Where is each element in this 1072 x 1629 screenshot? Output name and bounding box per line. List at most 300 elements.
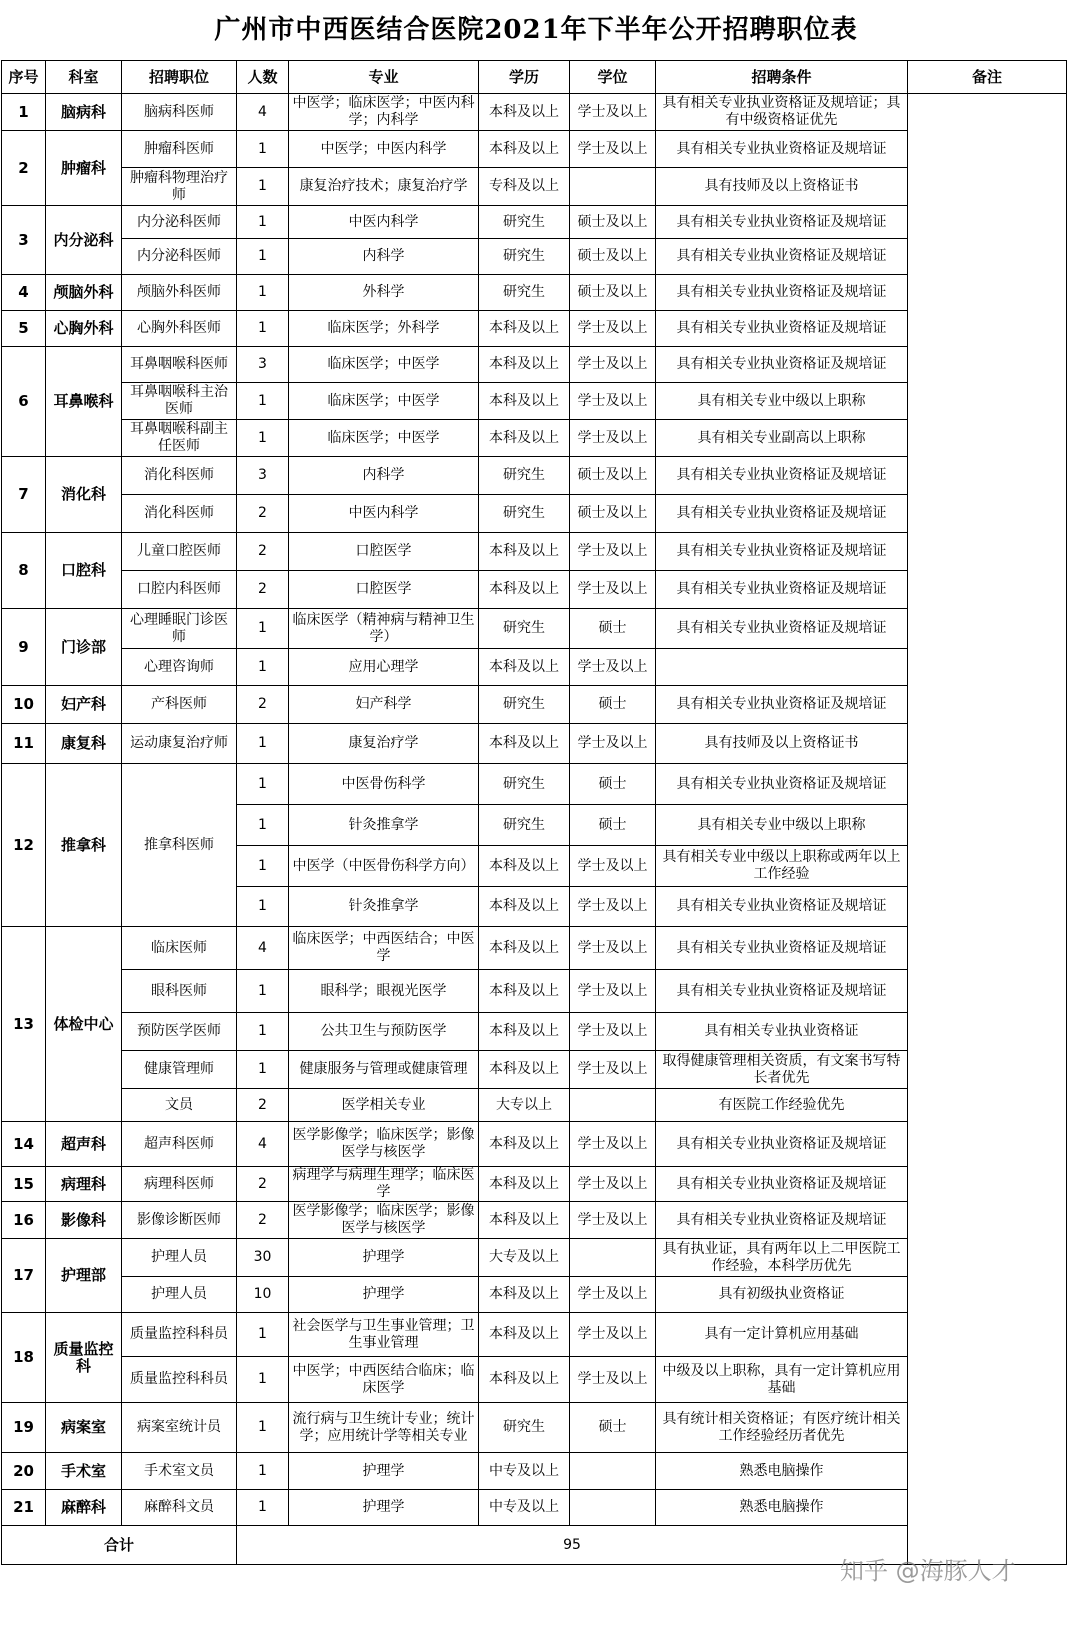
education: 研究生 (479, 764, 570, 805)
requirements: 具有相关专业执业资格证及规培证 (656, 686, 908, 724)
degree: 学士及以上 (570, 571, 656, 609)
row-number: 6 (2, 347, 46, 457)
degree: 学士及以上 (570, 1277, 656, 1313)
education: 本科及以上 (479, 571, 570, 609)
education: 研究生 (479, 206, 570, 239)
headcount: 1 (237, 609, 289, 649)
degree: 学士及以上 (570, 383, 656, 420)
row-number: 17 (2, 1239, 46, 1313)
department: 心胸外科 (46, 311, 122, 347)
degree (570, 168, 656, 206)
table-row (2, 1051, 1067, 1089)
table-row (2, 764, 1067, 805)
requirements: 具有相关专业执业资格证及规培证 (656, 131, 908, 168)
position: 产科医师 (122, 686, 237, 724)
headcount: 1 (237, 970, 289, 1013)
headcount: 2 (237, 1089, 289, 1122)
education: 研究生 (479, 1403, 570, 1453)
education: 大专及以上 (479, 1239, 570, 1277)
headcount: 1 (237, 1313, 289, 1357)
major: 护理学 (289, 1453, 479, 1490)
education: 本科及以上 (479, 1357, 570, 1403)
degree: 硕士 (570, 609, 656, 649)
position: 影像诊断医师 (122, 1202, 237, 1239)
requirements: 具有相关专业执业资格证及规培证 (656, 1167, 908, 1202)
table-row (2, 1122, 1067, 1167)
headcount: 1 (237, 168, 289, 206)
education: 本科及以上 (479, 94, 570, 131)
degree: 学士及以上 (570, 131, 656, 168)
position: 护理人员 (122, 1239, 237, 1277)
requirements: 具有相关专业执业资格证及规培证 (656, 311, 908, 347)
education: 研究生 (479, 805, 570, 846)
position: 病理科医师 (122, 1167, 237, 1202)
requirements: 具有相关专业中级以上职称或两年以上工作经验 (656, 846, 908, 887)
education: 本科及以上 (479, 1277, 570, 1313)
table-row (2, 457, 1067, 495)
major: 医学影像学；临床医学；影像医学与核医学 (289, 1202, 479, 1239)
requirements: 具有相关专业执业资格证及规培证 (656, 970, 908, 1013)
requirements: 具有相关专业执业资格证及规培证 (656, 206, 908, 239)
row-number: 1 (2, 94, 46, 131)
major: 医学影像学；临床医学；影像医学与核医学 (289, 1122, 479, 1167)
requirements: 具有执业证，具有两年以上二甲医院工作经验，本科学历优先 (656, 1239, 908, 1277)
requirements: 具有相关专业中级以上职称 (656, 805, 908, 846)
table-row (2, 1453, 1067, 1490)
department: 推拿科 (46, 764, 122, 927)
education: 专科及以上 (479, 168, 570, 206)
department: 颅脑外科 (46, 275, 122, 311)
headcount: 4 (237, 1122, 289, 1167)
requirements: 具有技师及以上资格证书 (656, 724, 908, 764)
table-row (2, 420, 1067, 457)
major: 临床医学；中医学 (289, 420, 479, 457)
major: 公共卫生与预防医学 (289, 1013, 479, 1051)
column-header: 学位 (570, 61, 656, 94)
requirements: 有医院工作经验优先 (656, 1089, 908, 1122)
requirements: 具有相关专业执业资格证及规培证 (656, 495, 908, 533)
major: 中医内科学 (289, 206, 479, 239)
position: 麻醉科文员 (122, 1490, 237, 1526)
table-row (2, 686, 1067, 724)
degree: 学士及以上 (570, 1202, 656, 1239)
table-row (2, 311, 1067, 347)
degree: 硕士及以上 (570, 275, 656, 311)
requirements: 取得健康管理相关资质，有文案书写特长者优先 (656, 1051, 908, 1089)
table-row (2, 1013, 1067, 1051)
position: 脑病科医师 (122, 94, 237, 131)
table-row (2, 1357, 1067, 1403)
row-number: 11 (2, 724, 46, 764)
column-header: 科室 (46, 61, 122, 94)
department: 体检中心 (46, 927, 122, 1122)
row-number: 12 (2, 764, 46, 927)
major: 针灸推拿学 (289, 887, 479, 927)
position: 超声科医师 (122, 1122, 237, 1167)
position: 内分泌科医师 (122, 206, 237, 239)
major: 健康服务与管理或健康管理 (289, 1051, 479, 1089)
major: 中医内科学 (289, 495, 479, 533)
table-row (2, 1239, 1067, 1277)
table-row (2, 571, 1067, 609)
requirements: 具有相关专业执业资格证及规培证 (656, 239, 908, 275)
education: 研究生 (479, 239, 570, 275)
headcount: 1 (237, 420, 289, 457)
headcount: 1 (237, 275, 289, 311)
degree: 学士及以上 (570, 347, 656, 383)
headcount: 10 (237, 1277, 289, 1313)
department: 内分泌科 (46, 206, 122, 275)
department: 手术室 (46, 1453, 122, 1490)
department: 消化科 (46, 457, 122, 533)
headcount: 1 (237, 764, 289, 805)
major: 外科学 (289, 275, 479, 311)
education: 本科及以上 (479, 131, 570, 168)
row-number: 20 (2, 1453, 46, 1490)
department: 妇产科 (46, 686, 122, 724)
total-value: 95 (237, 1526, 908, 1565)
row-number: 14 (2, 1122, 46, 1167)
column-header: 专业 (289, 61, 479, 94)
education: 本科及以上 (479, 1013, 570, 1051)
department: 病案室 (46, 1403, 122, 1453)
headcount: 2 (237, 571, 289, 609)
education: 研究生 (479, 495, 570, 533)
major: 中医学；临床医学；中医内科学；内科学 (289, 94, 479, 131)
table-row (2, 239, 1067, 275)
headcount: 1 (237, 1013, 289, 1051)
requirements: 具有相关专业执业资格证及规培证 (656, 1122, 908, 1167)
table-row (2, 533, 1067, 571)
major: 中医学；中医内科学 (289, 131, 479, 168)
headcount: 2 (237, 1167, 289, 1202)
position: 心胸外科医师 (122, 311, 237, 347)
position: 预防医学医师 (122, 1013, 237, 1051)
requirements: 具有技师及以上资格证书 (656, 168, 908, 206)
requirements: 具有相关专业中级以上职称 (656, 383, 908, 420)
position: 护理人员 (122, 1277, 237, 1313)
headcount: 1 (237, 1453, 289, 1490)
table-row (2, 1403, 1067, 1453)
requirements: 具有相关专业执业资格证及规培证 (656, 887, 908, 927)
position: 心理睡眠门诊医师 (122, 609, 237, 649)
page-title: 广州市中西医结合医院2021年下半年公开招聘职位表 (214, 15, 858, 45)
department: 康复科 (46, 724, 122, 764)
education: 本科及以上 (479, 927, 570, 970)
position: 质量监控科科员 (122, 1313, 237, 1357)
requirements: 具有相关专业执业资格证及规培证 (656, 533, 908, 571)
position: 眼科医师 (122, 970, 237, 1013)
education: 本科及以上 (479, 1167, 570, 1202)
position: 颅脑外科医师 (122, 275, 237, 311)
row-number: 2 (2, 131, 46, 206)
position: 耳鼻咽喉科副主任医师 (122, 420, 237, 457)
major: 康复治疗技术；康复治疗学 (289, 168, 479, 206)
position: 消化科医师 (122, 495, 237, 533)
column-header: 人数 (237, 61, 289, 94)
requirements: 具有相关专业执业资格证及规培证 (656, 764, 908, 805)
education: 本科及以上 (479, 1313, 570, 1357)
major: 护理学 (289, 1277, 479, 1313)
education: 本科及以上 (479, 970, 570, 1013)
table-row (2, 206, 1067, 239)
major: 应用心理学 (289, 649, 479, 686)
position: 儿童口腔医师 (122, 533, 237, 571)
column-header: 序号 (2, 61, 46, 94)
position: 耳鼻咽喉科主治医师 (122, 383, 237, 420)
table-row (2, 970, 1067, 1013)
degree: 学士及以上 (570, 1122, 656, 1167)
table-row (2, 275, 1067, 311)
major: 临床医学；外科学 (289, 311, 479, 347)
department: 口腔科 (46, 533, 122, 609)
department: 麻醉科 (46, 1490, 122, 1526)
major: 病理学与病理生理学；临床医学 (289, 1167, 479, 1202)
column-header: 备注 (908, 61, 1067, 94)
table-row (2, 168, 1067, 206)
degree: 学士及以上 (570, 1051, 656, 1089)
major: 内科学 (289, 457, 479, 495)
table-row (2, 1277, 1067, 1313)
recruitment-table (1, 60, 1067, 1565)
requirements: 具有相关专业执业资格证及规培证 (656, 275, 908, 311)
education: 本科及以上 (479, 347, 570, 383)
headcount: 1 (237, 887, 289, 927)
column-header: 学历 (479, 61, 570, 94)
major: 护理学 (289, 1490, 479, 1526)
position: 文员 (122, 1089, 237, 1122)
degree: 学士及以上 (570, 420, 656, 457)
major: 中医骨伤科学 (289, 764, 479, 805)
requirements: 具有相关专业执业资格证及规培证；具有中级资格证优先 (656, 94, 908, 131)
headcount: 3 (237, 457, 289, 495)
requirements: 具有相关专业执业资格证 (656, 1013, 908, 1051)
requirements: 具有相关专业执业资格证及规培证 (656, 457, 908, 495)
row-number: 21 (2, 1490, 46, 1526)
major: 妇产科学 (289, 686, 479, 724)
education: 研究生 (479, 275, 570, 311)
requirements: 具有相关专业执业资格证及规培证 (656, 927, 908, 970)
education: 本科及以上 (479, 887, 570, 927)
education: 研究生 (479, 686, 570, 724)
department: 脑病科 (46, 94, 122, 131)
degree: 硕士 (570, 764, 656, 805)
major: 针灸推拿学 (289, 805, 479, 846)
requirements: 具有初级执业资格证 (656, 1277, 908, 1313)
degree: 硕士及以上 (570, 206, 656, 239)
degree: 硕士及以上 (570, 495, 656, 533)
table-row (2, 1202, 1067, 1239)
table-body (2, 94, 1067, 1565)
major: 流行病与卫生统计专业；统计学；应用统计学等相关专业 (289, 1403, 479, 1453)
department: 门诊部 (46, 609, 122, 686)
table-row (2, 347, 1067, 383)
major: 口腔医学 (289, 533, 479, 571)
table-row (2, 1167, 1067, 1202)
degree (570, 1453, 656, 1490)
row-number: 8 (2, 533, 46, 609)
department: 耳鼻喉科 (46, 347, 122, 457)
degree: 学士及以上 (570, 649, 656, 686)
headcount: 4 (237, 94, 289, 131)
headcount: 3 (237, 347, 289, 383)
headcount: 1 (237, 724, 289, 764)
education: 本科及以上 (479, 649, 570, 686)
table-row (2, 649, 1067, 686)
degree (570, 1490, 656, 1526)
position: 病案室统计员 (122, 1403, 237, 1453)
degree: 学士及以上 (570, 1357, 656, 1403)
table-row (2, 1313, 1067, 1357)
education: 本科及以上 (479, 1122, 570, 1167)
department: 质量监控科 (46, 1313, 122, 1403)
department: 影像科 (46, 1202, 122, 1239)
major: 社会医学与卫生事业管理；卫生事业管理 (289, 1313, 479, 1357)
headcount: 2 (237, 533, 289, 571)
headcount: 1 (237, 1490, 289, 1526)
requirements: 具有相关专业执业资格证及规培证 (656, 571, 908, 609)
major: 护理学 (289, 1239, 479, 1277)
education: 本科及以上 (479, 724, 570, 764)
degree: 学士及以上 (570, 887, 656, 927)
degree: 学士及以上 (570, 1013, 656, 1051)
degree: 硕士及以上 (570, 457, 656, 495)
department: 护理部 (46, 1239, 122, 1313)
row-number: 10 (2, 686, 46, 724)
education: 本科及以上 (479, 420, 570, 457)
table-row (2, 927, 1067, 970)
headcount: 1 (237, 239, 289, 275)
position: 心理咨询师 (122, 649, 237, 686)
major: 口腔医学 (289, 571, 479, 609)
headcount: 1 (237, 1403, 289, 1453)
requirements: 具有相关专业执业资格证及规培证 (656, 609, 908, 649)
row-number: 5 (2, 311, 46, 347)
headcount: 1 (237, 1357, 289, 1403)
degree: 硕士 (570, 1403, 656, 1453)
table-row (2, 495, 1067, 533)
degree (570, 1089, 656, 1122)
row-number: 4 (2, 275, 46, 311)
major: 临床医学；中医学 (289, 347, 479, 383)
headcount: 30 (237, 1239, 289, 1277)
total-label: 合计 (2, 1526, 237, 1565)
position: 临床医师 (122, 927, 237, 970)
education: 中专及以上 (479, 1490, 570, 1526)
education: 研究生 (479, 457, 570, 495)
education: 本科及以上 (479, 311, 570, 347)
headcount: 2 (237, 495, 289, 533)
column-header: 招聘职位 (122, 61, 237, 94)
degree: 学士及以上 (570, 927, 656, 970)
degree (570, 1239, 656, 1277)
education: 本科及以上 (479, 1051, 570, 1089)
education: 本科及以上 (479, 383, 570, 420)
department: 肿瘤科 (46, 131, 122, 206)
position: 内分泌科医师 (122, 239, 237, 275)
major: 临床医学；中西医结合；中医学 (289, 927, 479, 970)
requirements: 具有一定计算机应用基础 (656, 1313, 908, 1357)
education: 本科及以上 (479, 1202, 570, 1239)
position: 肿瘤科物理治疗师 (122, 168, 237, 206)
header-row (2, 61, 1067, 94)
headcount: 1 (237, 383, 289, 420)
major: 眼科学；眼视光医学 (289, 970, 479, 1013)
headcount: 1 (237, 311, 289, 347)
education: 中专及以上 (479, 1453, 570, 1490)
position: 推拿科医师 (122, 764, 237, 927)
table-row (2, 724, 1067, 764)
education: 本科及以上 (479, 533, 570, 571)
position: 质量监控科科员 (122, 1357, 237, 1403)
table-row (2, 131, 1067, 168)
headcount: 1 (237, 649, 289, 686)
degree: 学士及以上 (570, 1167, 656, 1202)
row-number: 16 (2, 1202, 46, 1239)
degree: 硕士 (570, 686, 656, 724)
education: 大专以上 (479, 1089, 570, 1122)
requirements: 具有统计相关资格证；有医疗统计相关工作经验经历者优先 (656, 1403, 908, 1453)
remarks (908, 94, 1067, 1565)
headcount: 1 (237, 1051, 289, 1089)
watermark: 知乎 @海豚人才 (840, 1557, 1016, 1585)
table-row (2, 383, 1067, 420)
row-number: 15 (2, 1167, 46, 1202)
requirements: 熟悉电脑操作 (656, 1453, 908, 1490)
position: 耳鼻咽喉科医师 (122, 347, 237, 383)
degree: 硕士 (570, 805, 656, 846)
requirements (656, 649, 908, 686)
row-number: 3 (2, 206, 46, 275)
row-number: 19 (2, 1403, 46, 1453)
degree: 学士及以上 (570, 1313, 656, 1357)
headcount: 2 (237, 686, 289, 724)
education: 研究生 (479, 609, 570, 649)
requirements: 中级及以上职称，具有一定计算机应用基础 (656, 1357, 908, 1403)
column-header: 招聘条件 (656, 61, 908, 94)
row-number: 7 (2, 457, 46, 533)
headcount: 1 (237, 846, 289, 887)
table-row (2, 94, 1067, 131)
degree: 硕士及以上 (570, 239, 656, 275)
education: 本科及以上 (479, 846, 570, 887)
table-row (2, 609, 1067, 649)
table-row (2, 1490, 1067, 1526)
degree: 学士及以上 (570, 533, 656, 571)
position: 消化科医师 (122, 457, 237, 495)
headcount: 1 (237, 206, 289, 239)
headcount: 4 (237, 927, 289, 970)
major: 中医学；中西医结合临床；临床医学 (289, 1357, 479, 1403)
position: 肿瘤科医师 (122, 131, 237, 168)
row-number: 13 (2, 927, 46, 1122)
headcount: 2 (237, 1202, 289, 1239)
table-row (2, 1089, 1067, 1122)
row-number: 18 (2, 1313, 46, 1403)
major: 内科学 (289, 239, 479, 275)
department: 病理科 (46, 1167, 122, 1202)
major: 医学相关专业 (289, 1089, 479, 1122)
degree: 学士及以上 (570, 94, 656, 131)
major: 临床医学；中医学 (289, 383, 479, 420)
requirements: 具有相关专业执业资格证及规培证 (656, 1202, 908, 1239)
degree: 学士及以上 (570, 846, 656, 887)
row-number: 9 (2, 609, 46, 686)
degree: 学士及以上 (570, 311, 656, 347)
requirements: 具有相关专业副高以上职称 (656, 420, 908, 457)
position: 口腔内科医师 (122, 571, 237, 609)
degree: 学士及以上 (570, 970, 656, 1013)
